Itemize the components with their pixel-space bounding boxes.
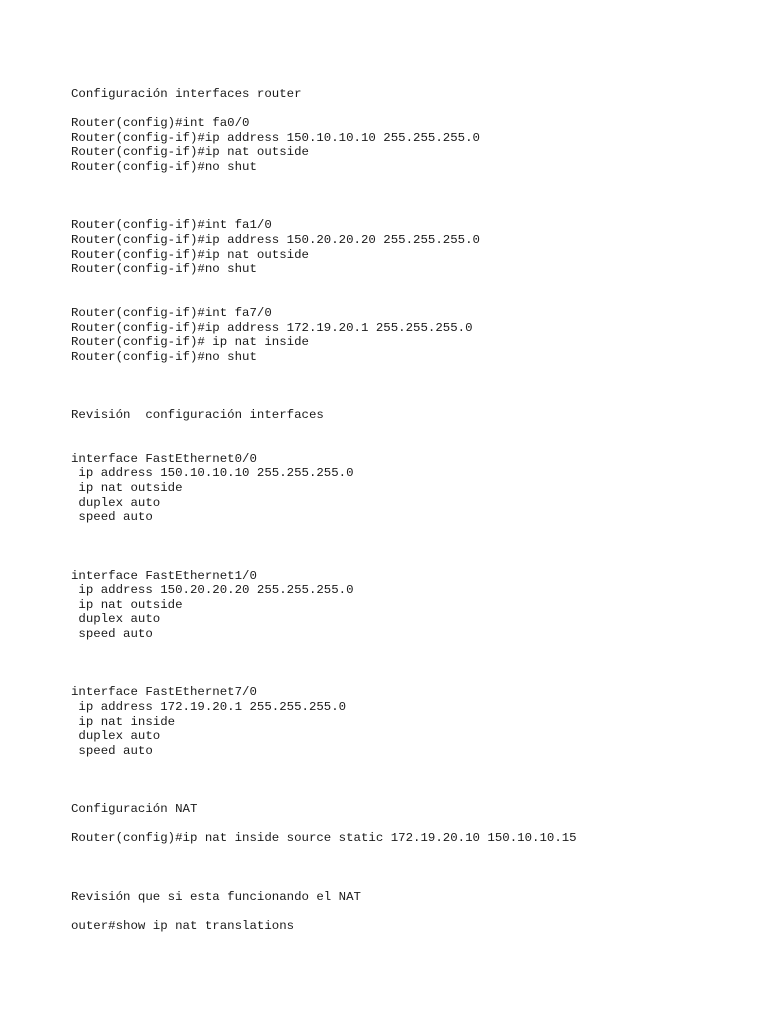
blank-line — [71, 788, 731, 803]
command-line: Router(config-if)#int fa7/0 — [71, 305, 272, 320]
blank-line — [71, 539, 731, 554]
config-line: interface FastEthernet7/0 — [71, 685, 257, 700]
blank-line — [71, 860, 731, 875]
config-line: ip address 150.20.20.20 255.255.255.0 — [71, 583, 354, 598]
blank-line — [71, 364, 731, 379]
document-page — [71, 87, 731, 933]
config-line: speed auto — [71, 743, 153, 758]
config-line: duplex auto — [71, 495, 161, 510]
command-line: Router(config)#ip nat inside source static 172.19.20.10 150.10.10.15 — [71, 831, 577, 846]
blank-line — [71, 423, 731, 438]
blank-line — [71, 175, 731, 190]
blank-line — [71, 379, 731, 394]
command-line: Router(config-if)#ip address 150.20.20.20 255.255.255.0 — [71, 232, 480, 247]
command-line: Router(config-if)#int fa1/0 — [71, 218, 272, 233]
config-line: interface FastEthernet0/0 — [71, 451, 257, 466]
blank-line — [71, 204, 731, 219]
command-line: Router(config-if)#no shut — [71, 159, 257, 174]
command-line: Router(config-if)#ip nat outside — [71, 145, 309, 160]
command-line: Router(config)#int fa0/0 — [71, 116, 250, 131]
blank-line — [71, 554, 731, 569]
command-line: Router(config-if)#ip address 172.19.20.1 255.255.255.0 — [71, 320, 473, 335]
section-title-review-interfaces: Revisión configuración interfaces — [71, 408, 324, 423]
command-line: Router(config-if)#no shut — [71, 262, 257, 277]
blank-line — [71, 875, 731, 890]
blank-line — [71, 189, 731, 204]
command-line: Router(config-if)#no shut — [71, 349, 257, 364]
blank-line — [71, 656, 731, 671]
blank-line — [71, 758, 731, 773]
config-line: speed auto — [71, 626, 153, 641]
config-line: duplex auto — [71, 729, 161, 744]
section-title-nat-config: Configuración NAT — [71, 802, 198, 817]
blank-line — [71, 102, 731, 117]
command-line: Router(config-if)# ip nat inside — [71, 335, 309, 350]
command-line: Router(config-if)#ip address 150.10.10.10 255.255.255.0 — [71, 130, 480, 145]
blank-line — [71, 291, 731, 306]
command-line: outer#show ip nat translations — [71, 918, 295, 933]
config-line: ip address 172.19.20.1 255.255.255.0 — [71, 699, 347, 714]
config-line: ip nat inside — [71, 714, 176, 729]
blank-line — [71, 846, 731, 861]
blank-line — [71, 817, 731, 832]
section-title-router-config: Configuración interfaces router — [71, 87, 302, 101]
blank-line — [71, 671, 731, 686]
section-title-nat-check: Revisión que si esta funcionando el NAT — [71, 889, 361, 904]
config-line: ip nat outside — [71, 481, 183, 496]
blank-line — [71, 437, 731, 452]
blank-line — [71, 393, 731, 408]
blank-line — [71, 277, 731, 292]
config-line: duplex auto — [71, 612, 161, 627]
blank-line — [71, 904, 731, 919]
config-line: ip nat outside — [71, 597, 183, 612]
config-line: interface FastEthernet1/0 — [71, 568, 257, 583]
config-line: speed auto — [71, 510, 153, 525]
blank-line — [71, 773, 731, 788]
command-line: Router(config-if)#ip nat outside — [71, 247, 309, 262]
blank-line — [71, 642, 731, 657]
config-line: ip address 150.10.10.10 255.255.255.0 — [71, 466, 354, 481]
blank-line — [71, 525, 731, 540]
